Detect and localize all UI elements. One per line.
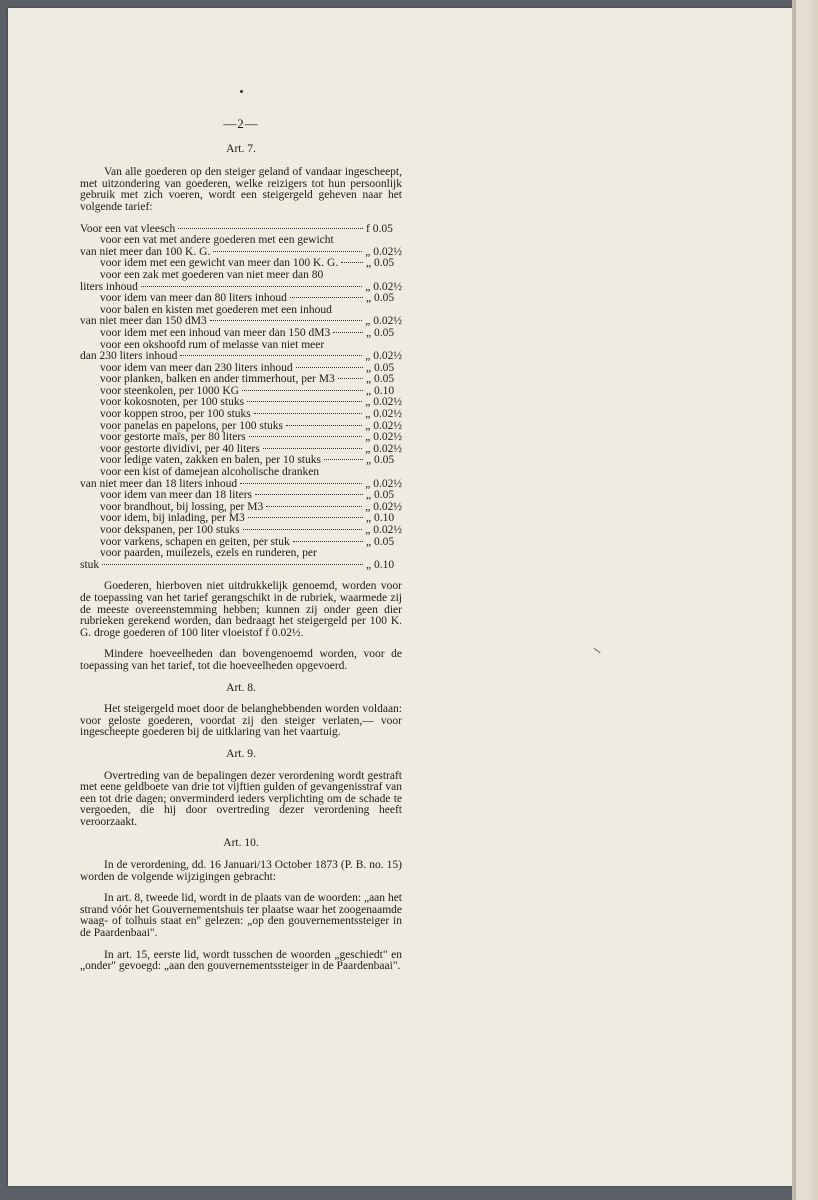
tariff-item-label: voor panelas en papelons, per 100 stuks	[100, 419, 284, 432]
tariff-item-value: „ 0.02½	[365, 524, 402, 536]
tariff-item-label: voor idem met een gewicht van meer dan 100 K. G.	[100, 257, 339, 270]
leader-dots	[240, 483, 362, 484]
article-7-paragraph-3: Mindere hoeveelheden dan bovengenoemd worden, voor de toepassing van het tarief, tot die hoeveelheden opgevoerd.	[80, 648, 402, 672]
tariff-item-value: „ 0.05	[366, 257, 395, 270]
article-10-paragraph-1: In de verordening, dd. 16 Januari/13 October 1873 (P. B. no. 15) worden de volgende wijzigingen gebracht:	[80, 859, 402, 883]
ink-speck	[240, 90, 243, 93]
leader-dots	[180, 355, 362, 356]
tariff-item-label: voor planken, balken en ander timmerhout, per M3	[100, 373, 335, 386]
tariff-item-description: voor een vat met andere goederen met een gewicht	[100, 234, 334, 247]
tariff-item-label: voor kokosnoten, per 100 stuks	[100, 396, 245, 409]
tariff-item-label: voor varkens, schapen en geiten, per stuk	[100, 535, 290, 548]
page-fold	[793, 0, 796, 1200]
page-number: —2—	[223, 116, 259, 131]
tariff-item-label: dan 230 liters inhoud	[80, 350, 178, 363]
tariff-item-label: voor idem met een inhoud van meer dan 150 dM3	[100, 326, 331, 339]
tariff-item-value: „ 0.02½	[365, 419, 402, 432]
tariff-row	[80, 293, 402, 305]
tariff-row	[80, 305, 402, 328]
tariff-row	[80, 548, 402, 571]
tariff-row	[80, 270, 402, 293]
tariff-item-value: „ 0.10	[366, 558, 395, 571]
tariff-row	[80, 409, 402, 421]
tariff-item-label: voor dekspanen, per 100 stuks	[100, 524, 240, 536]
leader-dots	[296, 367, 363, 368]
article-7-title: Art. 7.	[226, 142, 256, 155]
tariff-item-label: voor steenkolen, per 1000 KG	[100, 384, 239, 397]
tariff-row	[80, 525, 402, 537]
leader-dots	[286, 425, 362, 426]
tariff-item-value: f 0.05	[366, 222, 393, 235]
bleed-through-text	[450, 118, 750, 144]
tariff-item-description: voor paarden, muilezels, ezels en runderen, per	[100, 547, 317, 560]
leader-dots	[293, 541, 363, 542]
leader-dots	[254, 413, 363, 414]
tariff-item-value: „ 0.02½	[365, 431, 402, 444]
tariff-item-value: „ 0.02½	[365, 500, 402, 513]
tariff-row	[80, 328, 402, 340]
tariff-item-label: stuk	[80, 558, 100, 571]
tariff-row	[80, 235, 402, 258]
leader-dots	[324, 459, 363, 460]
leader-dots	[290, 297, 363, 298]
tariff-item-label: voor idem van meer dan 230 liters inhoud	[100, 361, 293, 374]
article-10-paragraph-2: In art. 8, tweede lid, wordt in de plaats van de woorden: „aan het strand vóór het Gouvernementshuis ter plaatse waar het zoogenaamde waag- of tolhuis staat en" gelezen: „op den gouvernementssteiger in de Paardenbaai".	[80, 892, 402, 940]
article-8-text: Het steigergeld moet door de belanghebbenden worden voldaan: voor geloste goederen, voordat zij den steiger verlaten,— voor ingescheepte goederen bij de uitklaring van het vaartuig.	[80, 703, 402, 739]
tariff-item-label: voor brandhout, bij lossing, per M3	[100, 500, 264, 513]
tariff-item-label: voor koppen stroo, per 100 stuks	[100, 408, 251, 421]
tariff-item-value: „ 0.05	[366, 373, 395, 386]
leader-dots	[255, 494, 363, 495]
article-9-title: Art. 9.	[226, 747, 256, 760]
article-7-paragraph-2: Goederen, hierboven niet uitdrukkelijk genoemd, worden voor de toepassing van het tarief gerangschikt in de rubriek, waarmede zij de meeste overeenstemming hebben; kunnen zij onder geen dier rubrieken gerekend worden, dan bedraagt het steigergeld per 100 K. G. droge goederen of 100 liter vloeistof f 0.02½.	[80, 580, 402, 639]
tariff-item-label: voor idem van meer dan 18 liters	[100, 489, 253, 502]
tariff-item-value: „ 0.05	[366, 454, 395, 467]
leader-dots	[333, 332, 363, 333]
tariff-item-description: voor balen en kisten met goederen met een inhoud	[100, 303, 332, 316]
tariff-item-value: „ 0.10	[366, 512, 395, 525]
leader-dots	[338, 378, 363, 379]
tariff-item-description: voor een okshoofd rum of melasse van niet meer	[100, 338, 325, 351]
tariff-item-value: „ 0.02½	[365, 477, 402, 490]
leader-dots	[247, 401, 362, 402]
tariff-item-value: „ 0.02½	[365, 350, 402, 363]
leader-dots	[178, 228, 363, 229]
tariff-item-label: Voor een vat vleesch	[80, 222, 176, 235]
tariff-item-description: voor een kist of damejean alcoholische dranken	[100, 466, 320, 479]
tariff-item-label: voor ledige vaten, zakken en balen, per 10 stuks	[100, 454, 321, 467]
tariff-item-label: voor gestorte maïs, per 80 liters	[100, 431, 246, 444]
tariff-row	[80, 340, 402, 363]
article-9-text: Overtreding van de bepalingen dezer verordening wordt gestraft met eene geldboete van drie tot vijftien gulden of gevangenisstraf van een tot drie dagen; onverminderd ieders verplichting om de schade te vergoeden, die hij door overtreding dezer verordening heeft veroorzaakt.	[80, 769, 402, 828]
tariff-item-value: „ 0.05	[366, 361, 395, 374]
page-content	[80, 118, 402, 983]
article-8-title: Art. 8.	[226, 681, 256, 694]
leader-dots	[243, 529, 363, 530]
tariff-item-label: voor idem van meer dan 80 liters inhoud	[100, 292, 287, 305]
article-7-intro: Van alle goederen op den steiger geland of vandaar ingescheept, met uitzondering van goederen, welke reizigers tot hun persoonlijk gebruik met zich voeren, wordt een steigergeld geheven naar het volgende tarief:	[80, 166, 402, 213]
tariff-item-value: „ 0.02½	[365, 315, 402, 328]
leader-dots	[266, 506, 362, 507]
tariff-item-label: liters inhoud	[80, 280, 138, 293]
tariff-item-value: „ 0.05	[366, 292, 395, 305]
tariff-item-description: voor een zak met goederen van niet meer dan 80	[100, 268, 324, 281]
leader-dots	[263, 448, 363, 449]
tariff-item-label: voor idem, bij inlading, per M3	[100, 512, 245, 525]
tariff-item-value: „ 0.05	[366, 489, 395, 502]
tariff-row	[80, 467, 402, 490]
tariff-item-value: „ 0.02½	[365, 408, 402, 421]
tariff-item-label: voor gestorte dividivi, per 40 liters	[100, 442, 260, 455]
leader-dots	[248, 517, 363, 518]
tariff-item-value: „ 0.05	[366, 535, 395, 548]
leader-dots	[102, 564, 363, 565]
tariff-item-value: „ 0.02½	[365, 280, 402, 293]
leader-dots	[341, 262, 363, 263]
tariff-item-value: „ 0.02½	[365, 442, 402, 455]
leader-dots	[141, 286, 362, 287]
leader-dots	[210, 320, 362, 321]
leader-dots	[242, 390, 363, 391]
tariff-item-label: van niet meer dan 100 K. G.	[80, 245, 211, 258]
article-10-paragraph-3: In art. 15, eerste lid, wordt tusschen de woorden „geschiedt" en „onder" gevoegd: „aan den gouvernementssteiger in de Paardenbaai".	[80, 948, 402, 973]
tariff-item-value: „ 0.02½	[365, 245, 402, 258]
tariff-item-label: van niet meer dan 150 dM3	[80, 315, 207, 328]
leader-dots	[249, 436, 363, 437]
tariff-list	[80, 224, 402, 572]
article-10-title: Art. 10.	[223, 837, 259, 850]
tariff-item-value: „ 0.05	[366, 326, 395, 339]
tariff-item-value: „ 0.02½	[365, 396, 402, 409]
tariff-item-value: „ 0.10	[366, 384, 395, 397]
leader-dots	[213, 251, 362, 252]
tariff-item-label: van niet meer dan 18 liters inhoud	[80, 477, 238, 490]
